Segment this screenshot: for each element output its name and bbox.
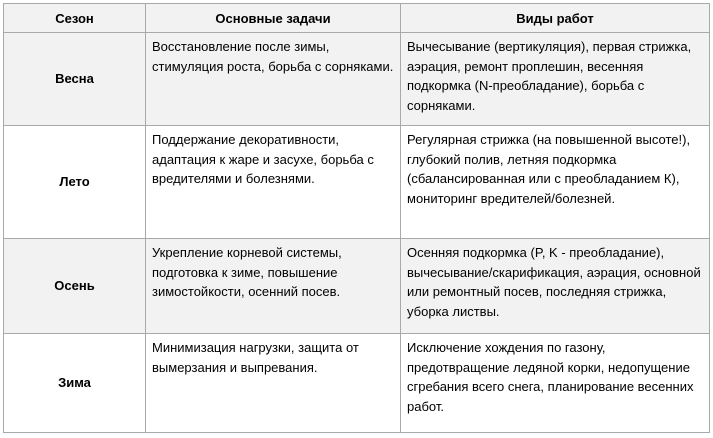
season-cell: Осень [4, 239, 146, 334]
works-cell: Исключение хождения по газону, предотвращение ледяной корки, недопущение сгребания всего снега, планирование весенних работ. [401, 334, 710, 433]
table-row [4, 334, 710, 433]
header-row [4, 4, 710, 33]
season-cell: Весна [4, 33, 146, 126]
works-cell: Вычесывание (вертикуляция), первая стрижка, аэрация, ремонт проплешин, весенняя подкормка (N-преобладание), борьба с сорняками. [401, 33, 710, 126]
works-cell: Регулярная стрижка (на повышенной высоте!), глубокий полив, летняя подкормка (сбалансированная или с преобладанием К), мониторинг вредителей/болезней. [401, 126, 710, 239]
season-cell: Лето [4, 126, 146, 239]
season-cell: Зима [4, 334, 146, 433]
table-row [4, 126, 710, 239]
header-season: Сезон [4, 4, 146, 33]
lawn-care-table [3, 3, 710, 433]
tasks-cell: Восстановление после зимы, стимуляция роста, борьба с сорняками. [146, 33, 401, 126]
header-works: Виды работ [401, 4, 710, 33]
tasks-cell: Минимизация нагрузки, защита от вымерзания и выпревания. [146, 334, 401, 433]
works-cell: Осенняя подкормка (P, K - преобладание), вычесывание/скарификация, аэрация, основной или ремонтный посев, последняя стрижка, уборка листвы. [401, 239, 710, 334]
table-row [4, 239, 710, 334]
header-tasks: Основные задачи [146, 4, 401, 33]
table-row [4, 33, 710, 126]
tasks-cell: Укрепление корневой системы, подготовка к зиме, повышение зимостойкости, осенний посев. [146, 239, 401, 334]
tasks-cell: Поддержание декоративности, адаптация к жаре и засухе, борьба с вредителями и болезнями. [146, 126, 401, 239]
